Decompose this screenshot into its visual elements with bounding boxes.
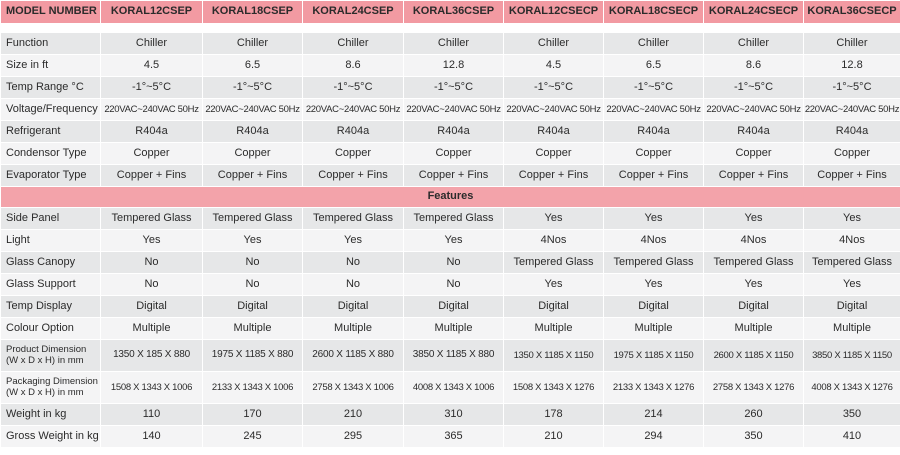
table-cell: No [404, 252, 504, 274]
table-cell: Copper + Fins [203, 165, 303, 187]
table-cell: 2133 X 1343 X 1006 [203, 372, 303, 404]
table-cell: 220VAC~240VAC 50Hz [101, 99, 203, 121]
table-cell: Chiller [704, 33, 804, 55]
table-cell: 220VAC~240VAC 50Hz [504, 99, 604, 121]
table-cell: 8.6 [303, 55, 404, 77]
table-cell: 4Nos [804, 230, 900, 252]
table-row [1, 121, 900, 143]
table-cell: R404a [101, 121, 203, 143]
table-cell: Tempered Glass [804, 252, 900, 274]
table-cell: 365 [404, 426, 504, 448]
table-cell: Copper [303, 143, 404, 165]
table-cell: 2758 X 1343 X 1276 [704, 372, 804, 404]
table-cell: Yes [804, 274, 900, 296]
table-body [1, 1, 900, 448]
table-cell: 350 [704, 426, 804, 448]
model-column-header: KORAL12CSECP [504, 1, 604, 24]
table-cell: -1°~5°C [504, 77, 604, 99]
table-cell: No [303, 274, 404, 296]
table-cell: Digital [604, 296, 704, 318]
table-row [1, 33, 900, 55]
row-label: Glass Support [1, 274, 101, 296]
table-cell: Multiple [604, 318, 704, 340]
model-column-header: KORAL24CSECP [704, 1, 804, 24]
spacer [1, 24, 900, 33]
table-cell: 3850 X 1185 X 1150 [804, 340, 900, 372]
table-cell: 2600 X 1185 X 1150 [704, 340, 804, 372]
row-label: Colour Option [1, 318, 101, 340]
model-column-header: KORAL24CSEP [303, 1, 404, 24]
table-cell: Chiller [101, 33, 203, 55]
table-cell: Tempered Glass [404, 208, 504, 230]
table-cell: 140 [101, 426, 203, 448]
table-cell: 8.6 [704, 55, 804, 77]
row-label: Glass Canopy [1, 252, 101, 274]
table-row [1, 274, 900, 296]
table-cell: Tempered Glass [504, 252, 604, 274]
table-cell: Yes [303, 230, 404, 252]
table-cell: Chiller [404, 33, 504, 55]
table-cell: 4008 X 1343 X 1006 [404, 372, 504, 404]
row-label: Voltage/Frequency [1, 99, 101, 121]
table-cell: 220VAC~240VAC 50Hz [404, 99, 504, 121]
table-cell: 4Nos [604, 230, 704, 252]
table-cell: 410 [804, 426, 900, 448]
table-row [1, 340, 900, 372]
row-label: Function [1, 33, 101, 55]
table-cell: Copper + Fins [604, 165, 704, 187]
table-cell: Copper + Fins [303, 165, 404, 187]
table-cell: 220VAC~240VAC 50Hz [604, 99, 704, 121]
table-cell: 1975 X 1185 X 1150 [604, 340, 704, 372]
row-label: Size in ft [1, 55, 101, 77]
table-cell: Tempered Glass [303, 208, 404, 230]
table-cell: 310 [404, 404, 504, 426]
table-cell: 220VAC~240VAC 50Hz [804, 99, 900, 121]
table-cell: Yes [604, 208, 704, 230]
table-cell: -1°~5°C [101, 77, 203, 99]
table-cell: Copper [101, 143, 203, 165]
row-label: Light [1, 230, 101, 252]
row-label: Product Dimension (W x D x H) in mm [1, 340, 101, 372]
table-cell: 220VAC~240VAC 50Hz [704, 99, 804, 121]
table-cell: Copper + Fins [504, 165, 604, 187]
table-cell: Digital [804, 296, 900, 318]
table-row [1, 404, 900, 426]
table-cell: 12.8 [804, 55, 900, 77]
table-cell: Tempered Glass [604, 252, 704, 274]
table-cell: Copper [203, 143, 303, 165]
table-cell: R404a [704, 121, 804, 143]
table-cell: Copper [604, 143, 704, 165]
table-cell: 2758 X 1343 X 1006 [303, 372, 404, 404]
model-column-header: KORAL12CSEP [101, 1, 203, 24]
table-cell: Yes [704, 274, 804, 296]
table-cell: Yes [504, 274, 604, 296]
table-cell: No [203, 274, 303, 296]
row-label: Temp Range °C [1, 77, 101, 99]
table-cell: -1°~5°C [704, 77, 804, 99]
table-row [1, 99, 900, 121]
table-cell: Digital [203, 296, 303, 318]
table-cell: Yes [604, 274, 704, 296]
table-cell: 220VAC~240VAC 50Hz [303, 99, 404, 121]
table-cell: Multiple [704, 318, 804, 340]
table-cell: 1350 X 1185 X 1150 [504, 340, 604, 372]
table-cell: 1975 X 1185 X 880 [203, 340, 303, 372]
table-cell: Copper [704, 143, 804, 165]
table-cell: Copper [504, 143, 604, 165]
table-cell: 1508 X 1343 X 1006 [101, 372, 203, 404]
table-row [1, 252, 900, 274]
table-cell: Chiller [804, 33, 900, 55]
table-cell: 3850 X 1185 X 880 [404, 340, 504, 372]
table-cell: 210 [504, 426, 604, 448]
table-cell: 1350 X 185 X 880 [101, 340, 203, 372]
table-cell: 214 [604, 404, 704, 426]
table-cell: 294 [604, 426, 704, 448]
table-cell: Yes [804, 208, 900, 230]
row-label: Packaging Dimension (W x D x H) in mm [1, 372, 101, 404]
table-cell: Multiple [804, 318, 900, 340]
row-label: Weight in kg [1, 404, 101, 426]
table-cell: 6.5 [203, 55, 303, 77]
table-cell: 4008 X 1343 X 1276 [804, 372, 900, 404]
table-cell: 1508 X 1343 X 1276 [504, 372, 604, 404]
table-cell: Multiple [203, 318, 303, 340]
model-number-header: MODEL NUMBER [1, 1, 101, 24]
table-cell: -1°~5°C [604, 77, 704, 99]
table-cell: 295 [303, 426, 404, 448]
row-label: Evaporator Type [1, 165, 101, 187]
table-cell: R404a [804, 121, 900, 143]
table-cell: -1°~5°C [203, 77, 303, 99]
table-cell: No [404, 274, 504, 296]
table-row [1, 143, 900, 165]
table-cell: 178 [504, 404, 604, 426]
table-cell: Yes [203, 230, 303, 252]
table-cell: -1°~5°C [804, 77, 900, 99]
table-row [1, 296, 900, 318]
table-cell: 12.8 [404, 55, 504, 77]
table-cell: 4Nos [704, 230, 804, 252]
table-cell: 2133 X 1343 X 1276 [604, 372, 704, 404]
table-cell: Copper [404, 143, 504, 165]
table-cell: No [101, 274, 203, 296]
table-row [1, 55, 900, 77]
row-label: Refrigerant [1, 121, 101, 143]
table-cell: Multiple [404, 318, 504, 340]
table-row [1, 77, 900, 99]
table-cell: 260 [704, 404, 804, 426]
row-label: Side Panel [1, 208, 101, 230]
table-cell: No [101, 252, 203, 274]
table-cell: R404a [404, 121, 504, 143]
table-cell: Copper + Fins [804, 165, 900, 187]
table-cell: R404a [504, 121, 604, 143]
table-cell: Multiple [504, 318, 604, 340]
table-cell: -1°~5°C [404, 77, 504, 99]
table-cell: Chiller [504, 33, 604, 55]
table-cell: Tempered Glass [101, 208, 203, 230]
table-cell: Digital [303, 296, 404, 318]
table-cell: Multiple [303, 318, 404, 340]
table-cell: 4Nos [504, 230, 604, 252]
table-cell: Multiple [101, 318, 203, 340]
table-cell: Digital [101, 296, 203, 318]
table-row [1, 208, 900, 230]
table-cell: Yes [504, 208, 604, 230]
table-cell: R404a [303, 121, 404, 143]
table-cell: 4.5 [101, 55, 203, 77]
table-cell: 2600 X 1185 X 880 [303, 340, 404, 372]
table-cell: Digital [404, 296, 504, 318]
table-cell: Yes [704, 208, 804, 230]
features-section-title: Features [1, 187, 900, 208]
table-row [1, 165, 900, 187]
table-cell: Copper [804, 143, 900, 165]
table-cell: 245 [203, 426, 303, 448]
table-cell: Chiller [203, 33, 303, 55]
table-cell: Copper + Fins [404, 165, 504, 187]
model-column-header: KORAL36CSECP [804, 1, 900, 24]
table-cell: No [203, 252, 303, 274]
table-row [1, 372, 900, 404]
table-cell: No [303, 252, 404, 274]
table-cell: R404a [203, 121, 303, 143]
features-section-row [1, 187, 900, 208]
model-column-header: KORAL36CSEP [404, 1, 504, 24]
table-cell: Tempered Glass [203, 208, 303, 230]
row-label: Temp Display [1, 296, 101, 318]
table-cell: Digital [704, 296, 804, 318]
table-cell: 220VAC~240VAC 50Hz [203, 99, 303, 121]
model-column-header: KORAL18CSECP [604, 1, 704, 24]
table-cell: 350 [804, 404, 900, 426]
row-label: Condensor Type [1, 143, 101, 165]
table-cell: R404a [604, 121, 704, 143]
table-cell: 4.5 [504, 55, 604, 77]
table-cell: Chiller [303, 33, 404, 55]
table-cell: Copper + Fins [101, 165, 203, 187]
model-column-header: KORAL18CSEP [203, 1, 303, 24]
table-cell: Copper + Fins [704, 165, 804, 187]
table-cell: Chiller [604, 33, 704, 55]
table-cell: Yes [101, 230, 203, 252]
table-cell: -1°~5°C [303, 77, 404, 99]
table-cell: Yes [404, 230, 504, 252]
spacer-row [1, 24, 900, 33]
table-cell: 110 [101, 404, 203, 426]
table-row [1, 426, 900, 448]
table-cell: Tempered Glass [704, 252, 804, 274]
table-row [1, 230, 900, 252]
table-cell: 170 [203, 404, 303, 426]
table-row [1, 318, 900, 340]
table-cell: 210 [303, 404, 404, 426]
table-cell: 6.5 [604, 55, 704, 77]
table-cell: Digital [504, 296, 604, 318]
row-label: Gross Weight in kg [1, 426, 101, 448]
header-row [1, 1, 900, 24]
